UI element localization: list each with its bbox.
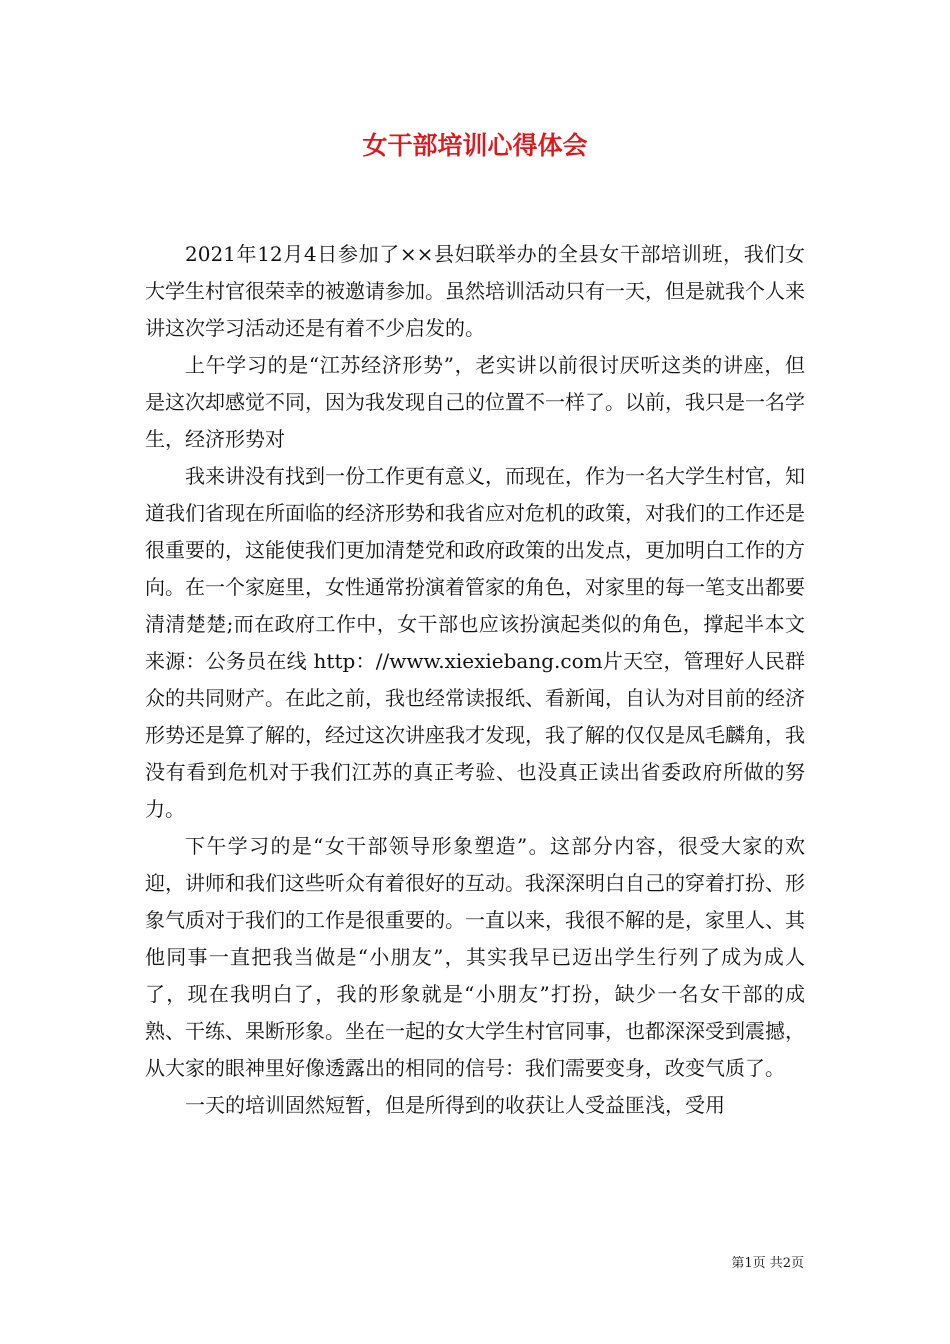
document-title: 女干部培训心得体会 — [362, 131, 588, 160]
paragraph-3: 我来讲没有找到一份工作更有意义，而现在，作为一名大学生村官，知道我们省现在所面临的经济形势和我省应对危机的政策，对我们的工作还是很重要的，这能使我们更加清楚党和政府政策的出发点，更加明白工作的方向。在一个家庭里，女性通常扮演着管家的角色，对家里的每一笔支出都要清清楚楚;而在政府工作中，女干部也应该扮演起类似的角色，撑起半本文来源：公务员在线 http：//www.xiexiebang.com片天空，管理好人民群众的共同财产。在此之前，我也经常读报纸、看新闻，自认为对目前的经济形势还是算了解的，经过这次讲座我才发现，我了解的仅仅是凤毛麟角，我没有看到危机对于我们江苏的真正考验、也没真正读出省委政府所做的努力。 — [145, 464, 805, 821]
paragraph-1: 2021年12月4日参加了××县妇联举办的全县女干部培训班，我们女大学生村官很荣幸的被邀请参加。虽然培训活动只有一天，但是就我个人来讲这次学习活动还是有着不少启发的。 — [145, 242, 805, 340]
paragraph-2: 上午学习的是“江苏经济形势”，老实讲以前很讨厌听这类的讲座，但是这次却感觉不同，因为我发现自己的位置不一样了。以前，我只是一名学生，经济形势对 — [145, 353, 805, 451]
paragraph-5: 一天的培训固然短暂，但是所得到的收获让人受益匪浅，受用 — [185, 1093, 725, 1117]
page-number: 第1页 共2页 — [731, 1256, 804, 1271]
document-body — [145, 236, 805, 1124]
paragraph-4: 下午学习的是“女干部领导形象塑造”。这部分内容，很受大家的欢迎，讲师和我们这些听众有着很好的互动。我深深明白自己的穿着打扮、形象气质对于我们的工作是很重要的。一直以来，我很不解的是，家里人、其他同事一直把我当做是“小朋友”，其实我早已迈出学生行列了成为成人了，现在我明白了，我的形象就是“小朋友”打扮，缺少一名女干部的成熟、干练、果断形象。坐在一起的女大学生村官同事，也都深深受到震撼，从大家的眼神里好像透露出的相同的信号：我们需要变身，改变气质了。 — [145, 834, 805, 1080]
